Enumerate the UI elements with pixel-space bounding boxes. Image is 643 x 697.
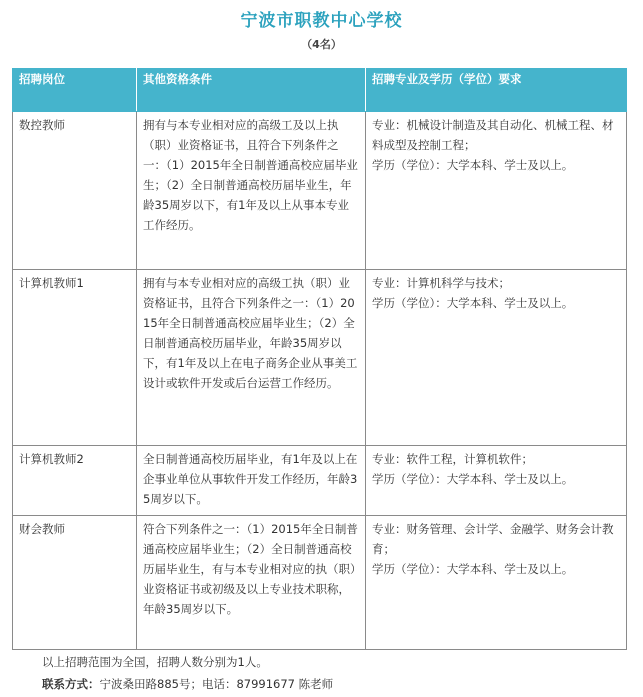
headcount-subtitle: （4名） xyxy=(301,38,342,51)
table-row xyxy=(13,516,627,650)
conditions-cell xyxy=(137,112,366,270)
conditions-text: 拥有与本专业相对应的高级工及以上执（职）业资格证书，且符合下列条件之一：（1）2015年全日制普通高校应届毕业生；（2）全日制普通高校历届毕业生，年龄35周岁以下，有1年及以上从事本专业工作经历。 xyxy=(143,118,358,232)
recruitment-note: 以上招聘范围为全国，招聘人数分别为1人。 xyxy=(42,655,268,669)
requirements-cell xyxy=(366,270,627,446)
position-cell: 计算机教师2 xyxy=(13,446,137,516)
header-position: 招聘岗位 xyxy=(13,69,137,112)
school-title: 宁波市职教中心学校 xyxy=(240,11,403,31)
degree-requirement: 学历（学位）：大学本科、学士及以上。 xyxy=(372,158,574,172)
requirements-cell xyxy=(366,112,627,270)
table-row xyxy=(13,270,627,446)
recruitment-table xyxy=(12,68,627,650)
contact-info xyxy=(42,676,333,692)
conditions-cell xyxy=(137,446,366,516)
conditions-cell xyxy=(137,516,366,650)
requirements-cell xyxy=(366,446,627,516)
conditions-text: 全日制普通高校历届毕业，有1年及以上在企事业单位从事软件开发工作经历，年龄35周岁以下。 xyxy=(143,452,358,506)
degree-requirement: 学历（学位）：大学本科、学士及以上。 xyxy=(372,472,574,486)
major-requirement: 专业：软件工程，计算机软件； xyxy=(372,452,533,466)
position-cell: 计算机教师1 xyxy=(13,270,137,446)
position-cell: 数控教师 xyxy=(13,112,137,270)
conditions-cell xyxy=(137,270,366,446)
header-requirements: 招聘专业及学历（学位）要求 xyxy=(366,69,627,112)
degree-requirement: 学历（学位）：大学本科、学士及以上。 xyxy=(372,562,574,576)
table-header-row xyxy=(13,69,627,112)
degree-requirement: 学历（学位）：大学本科、学士及以上。 xyxy=(372,296,574,310)
header-conditions: 其他资格条件 xyxy=(137,69,366,112)
conditions-text: 拥有与本专业相对应的高级工执（职）业资格证书，且符合下列条件之一：（1）2015年全日制普通高校应届毕业生；（2）全日制普通高校历届毕业，年龄35周岁以下，有1年及以上在电子商务企业从事美工设计或软件开发或后台运营工作经历。 xyxy=(143,276,358,390)
major-requirement: 专业：机械设计制造及其自动化、机械工程、材料成型及控制工程； xyxy=(372,118,614,152)
position-cell: 财会教师 xyxy=(13,516,137,650)
contact-text: 宁波桑田路885号；电话：87991677 陈老师 xyxy=(99,677,334,691)
major-requirement: 专业：财务管理、会计学、金融学、财务会计教育； xyxy=(372,522,614,556)
major-requirement: 专业：计算机科学与技术； xyxy=(372,276,510,290)
requirements-cell xyxy=(366,516,627,650)
table-row xyxy=(13,446,627,516)
contact-label: 联系方式： xyxy=(42,677,100,691)
table-row xyxy=(13,112,627,270)
conditions-text: 符合下列条件之一：（1）2015年全日制普通高校应届毕业生；（2）全日制普通高校历届毕业生，有与本专业相对应的执（职）业资格证书或初级及以上专业技术职称，年龄35周岁以下。 xyxy=(143,522,358,616)
